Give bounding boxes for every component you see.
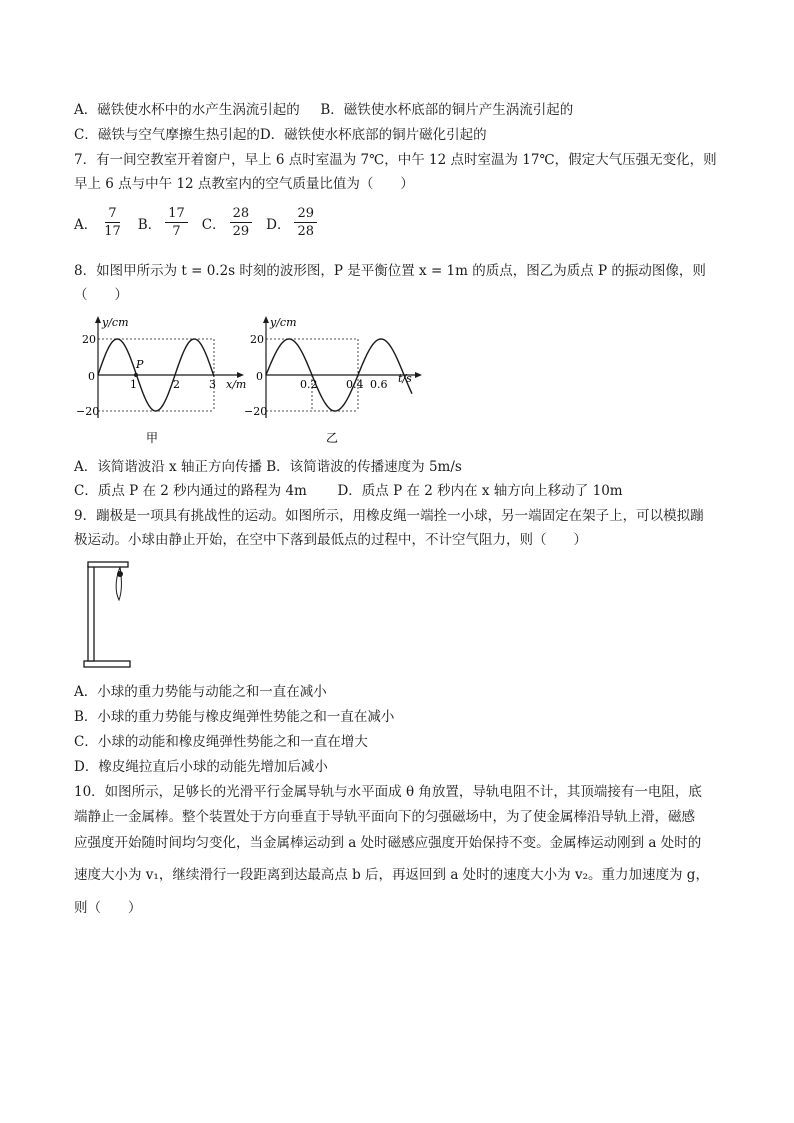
q7-stem-line-1: 7．有一间空教室开着窗户，早上 6 点时室温为 7℃，中午 12 点时室温为 17℃，假定大气压强无变化，则 [74, 152, 717, 168]
q8-stem-line-2: （ ） [74, 287, 128, 303]
q7-option-b-letter: B． [137, 216, 162, 233]
q8-option-d: D．质点 P 在 2 秒内在 x 轴方向上移动了 10m [337, 483, 623, 499]
graph-yi-ytick-bottom: −20 [244, 405, 268, 418]
q7-option-a-fraction: $\frac{7}{17}$ [104, 206, 121, 239]
bungee-frame-figure [80, 558, 140, 673]
graph-jia [68, 310, 258, 445]
q7-option-c-letter: C． [201, 216, 226, 233]
graph-yi-xlabel: t/s [398, 372, 412, 385]
frame-top-beam [88, 562, 128, 567]
q6-option-a: A．磁铁使水杯中的水产生涡流引起的 [74, 102, 300, 118]
q6-option-d: D．磁铁使水杯底部的铜片磁化引起的 [259, 127, 487, 143]
graph-jia-ylabel: y/cm [102, 316, 129, 329]
graph-jia-p-label: P [136, 358, 144, 371]
q9-option-c: C．小球的动能和橡皮绳弹性势能之和一直在增大 [74, 734, 368, 750]
graph-yi-xtick-06: 0.6 [370, 378, 388, 391]
q8-option-ab: A．该简谐波沿 x 轴正方向传播 B．该简谐波的传播速度为 5m/s [74, 459, 462, 475]
graph-yi-ytick-top: 20 [250, 333, 264, 346]
graph-jia-ytick-top: 20 [82, 333, 96, 346]
q6-options-row-1 [74, 101, 573, 119]
graph-jia-y-arrow [95, 316, 101, 323]
q7-stem-line-2: 早上 6 点与中午 12 点教室内的空气质量比值为（ ） [74, 176, 414, 192]
q7-options [74, 205, 321, 240]
graph-yi-y-arrow [263, 316, 269, 323]
graph-yi [236, 310, 436, 445]
q10-stem-line-3: 应强度开始随时间均匀变化，当金属棒运动到 a 处时磁感应强度开始保持不变。金属棒运动刚到 a 处时的 [74, 835, 702, 851]
graph-jia-ytick-bottom: −20 [76, 405, 100, 418]
q7-option-a-letter: A． [74, 216, 98, 233]
graph-yi-xtick-04: 0.4 [346, 378, 364, 391]
q6-option-c: C．磁铁与空气摩擦生热引起的 [74, 127, 260, 143]
q7-option-d-fraction: $\frac{29}{28}$ [294, 205, 317, 240]
graph-yi-ylabel: y/cm [270, 316, 297, 329]
small-ball [117, 571, 123, 577]
q10-stem-line-5: 则（ ） [74, 900, 142, 916]
q10-stem-line-4: 速度大小为 v₁，继续滑行一段距离到达最高点 b 后，再返回到 a 处时的速度大小为 v₂。重力加速度为 g， [74, 867, 709, 883]
q7-option-c-fraction: $\frac{28}{29}$ [230, 205, 253, 240]
graph-jia-origin: 0 [88, 370, 95, 383]
frame-pole [88, 566, 94, 661]
q8-stem-line-1: 8．如图甲所示为 t = 0.2s 时刻的波形图，P 是平衡位置 x = 1m 的质点，图乙为质点 P 的振动图像，则 [74, 263, 706, 279]
q10-stem-line-1: 10．如图所示，足够长的光滑平行金属导轨与水平面成 θ 角放置，导轨电阻不计，其顶端接有一电阻，底 [74, 784, 702, 800]
q9-option-d: D．橡皮绳拉直后小球的动能先增加后减小 [74, 759, 328, 775]
q9-option-b: B．小球的重力势能与橡皮绳弹性势能之和一直在减小 [74, 709, 395, 725]
graph-jia-xlabel: x/m [226, 378, 247, 391]
graph-jia-point-p [134, 373, 138, 377]
q6-option-b: B．磁铁使水杯底部的铜片产生涡流引起的 [320, 102, 574, 118]
graph-yi-x-arrow [415, 372, 422, 378]
graph-yi-origin: 0 [256, 370, 263, 383]
graph-jia-xtick-1: 1 [130, 378, 137, 391]
q9-stem-line-2: 极运动。小球由静止开始，在空中下落到最低点的过程中，不计空气阻力，则（ ） [74, 532, 587, 548]
q8-option-c: C．质点 P 在 2 秒内通过的路程为 4m [74, 483, 307, 499]
q9-option-a: A．小球的重力势能与动能之和一直在减小 [74, 684, 327, 700]
graph-jia-caption: 甲 [146, 431, 159, 445]
q7-option-d-letter: D． [266, 216, 291, 233]
q9-stem-line-1: 9．蹦极是一项具有挑战性的运动。如图所示，用橡皮绳一端拴一小球，另一端固定在架子上，可以模拟蹦 [74, 508, 704, 524]
graph-jia-xtick-2: 2 [173, 378, 180, 391]
frame-base [84, 661, 130, 667]
graph-jia-xtick-3: 3 [209, 378, 216, 391]
graph-yi-caption: 乙 [326, 431, 339, 445]
q6-options-row-2 [74, 126, 487, 144]
graph-yi-xtick-02: 0.2 [300, 378, 318, 391]
q7-option-b-fraction: $\frac{17}{7}$ [165, 205, 188, 240]
q8-options-row-cd [74, 482, 623, 500]
q10-stem-line-2: 端静止一金属棒。整个装置处于方向垂直于导轨平面向下的匀强磁场中，为了使金属棒沿导轨上滑，磁感 [74, 809, 695, 825]
